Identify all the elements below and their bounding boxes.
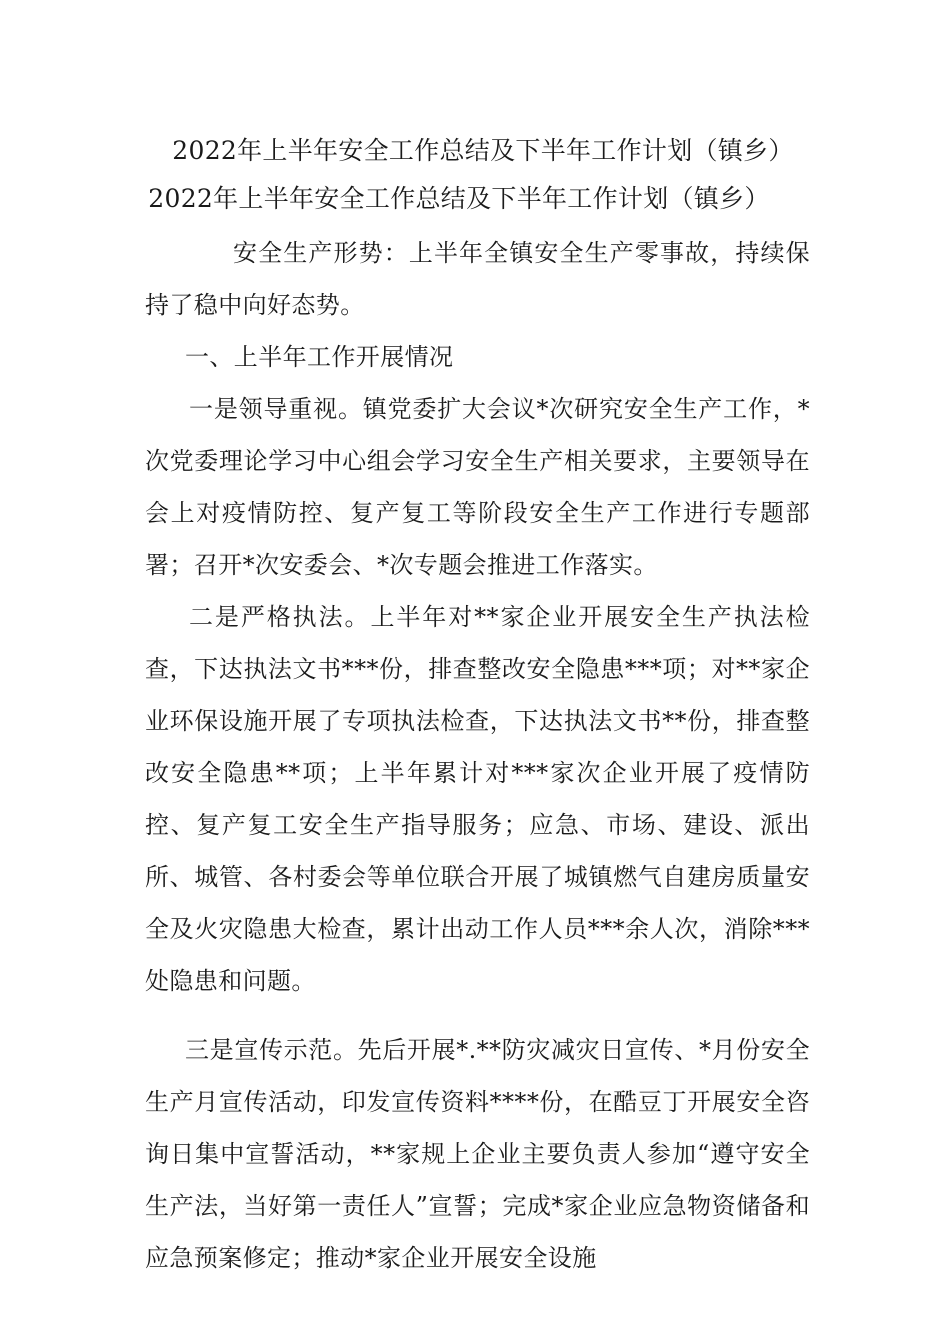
paragraph-publicity: 三是宣传示范。先后开展*.**防灾减灾日宣传、*月份安全生产月宣传活动，印发宣传资料****份，在酷豆丁开展安全咨询日集中宣誓活动，**家规上企业主要负责人参加“遵守安全生产法，当好第一责任人”宣誓；完成*家企业应急物资储备和应急预案修定；推动*家企业开展安全设施 [145,1036,810,1272]
paragraph-law-enforcement: 二是严格执法。上半年对**家企业开展安全生产执法检查，下达执法文书***份，排查整改安全隐患***项；对**家企业环保设施开展了专项执法检查，下达执法文书**份，排查整改安全隐患**项；上半年累计对***家次企业开展了疫情防控、复产复工安全生产指导服务；应急、市场、建设、派出所、城管、各村委会等单位联合开展了城镇燃气自建房质量安全及火灾隐患大检查，累计出动工作人员***余人次，消除***处隐患和问题。 [145,603,810,995]
section-heading-first-half-work: 一、上半年工作开展情况 [185,343,454,371]
document-title: 2022年上半年安全工作总结及下半年工作计划（镇乡） [172,136,794,165]
paragraph-leadership: 一是领导重视。镇党委扩大会议*次研究安全生产工作，*次党委理论学习中心组会学习安全生产相关要求，主要领导在会上对疫情防控、复产复工等阶段安全生产工作进行专题部署；召开*次安委会、*次专题会推进工作落实。 [145,395,810,579]
paragraph-safety-situation: 安全生产形势：上半年全镇安全生产零事故，持续保持了稳中向好态势。 [145,239,810,319]
document-subtitle: 2022年上半年安全工作总结及下半年工作计划（镇乡） [148,184,770,213]
